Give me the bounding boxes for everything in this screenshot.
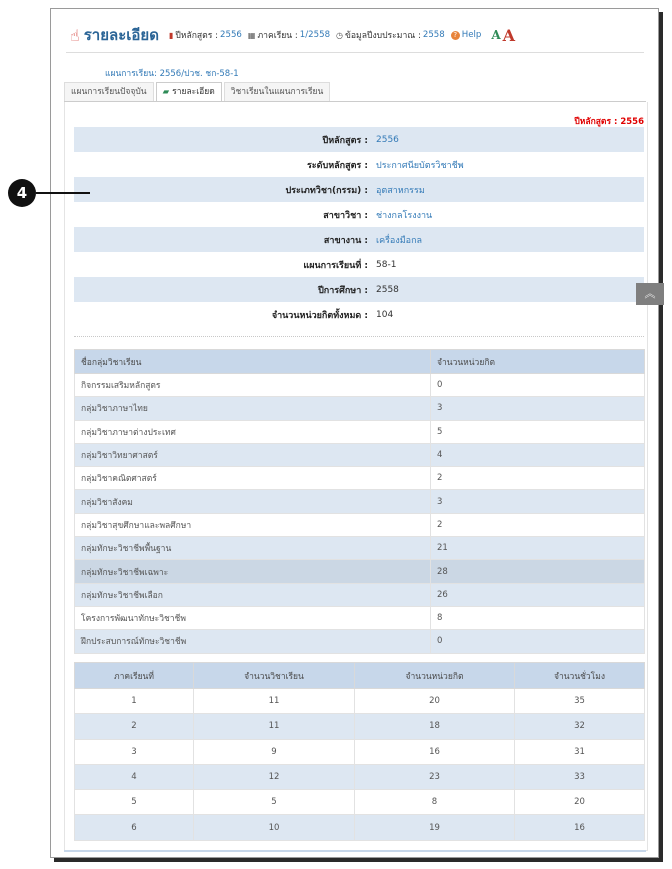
callout-number: 4 [8, 179, 36, 207]
table-cell: 6 [75, 815, 194, 840]
table-row [75, 374, 645, 397]
group-credits: 8 [431, 606, 645, 629]
group-credits: 2 [431, 513, 645, 536]
info-label: จำนวนหน่วยกิตทั้งหมด : [271, 310, 368, 321]
group-name: โครงการพัฒนาทักษะวิชาชีพ [75, 606, 431, 629]
calendar-icon: ▦ [247, 30, 256, 40]
group-credits: 0 [431, 630, 645, 653]
table-row [75, 513, 645, 536]
book-icon: ▮ [168, 30, 174, 40]
table-row [75, 583, 645, 606]
group-name: กลุ่มวิชาคณิตศาสตร์ [75, 467, 431, 490]
semester-label: ภาคเรียน : [257, 31, 298, 41]
callout-pointer-line [36, 192, 90, 194]
info-row [74, 127, 644, 152]
table-cell: 20 [355, 689, 515, 714]
info-label: สาขางาน : [323, 235, 368, 246]
budget-label: ข้อมูลปีงบประมาณ : [345, 31, 421, 41]
table-row [75, 739, 645, 764]
info-row [74, 202, 644, 227]
table-cell: 33 [515, 764, 645, 789]
info-list [74, 127, 644, 327]
tab-label: แผนการเรียนปัจจุบัน [71, 87, 147, 97]
table-row [75, 490, 645, 513]
double-chevron-up-icon: ︽ [644, 287, 656, 300]
header-divider [66, 52, 644, 53]
info-row [74, 152, 644, 177]
info-label: ประเภทวิชา(กรรม) : [285, 185, 368, 196]
table-cell: 20 [515, 790, 645, 815]
curriculum-year-value: 2556 [220, 30, 242, 40]
group-credits: 21 [431, 537, 645, 560]
info-row [74, 302, 644, 327]
info-label: สาขาวิชา : [323, 210, 368, 221]
clock-icon: ◷ [336, 30, 344, 40]
column-header: จำนวนหน่วยกิต [431, 350, 645, 374]
table-cell: 4 [75, 764, 194, 789]
info-row [74, 277, 644, 302]
table-cell: 8 [355, 790, 515, 815]
info-label: ระดับหลักสูตร : [306, 160, 368, 171]
table-row [75, 630, 645, 653]
column-header: จำนวนวิชาเรียน [194, 663, 355, 689]
column-header: จำนวนหน่วยกิต [355, 663, 515, 689]
info-value: 2558 [376, 284, 399, 295]
table-cell: 19 [355, 815, 515, 840]
font-decrease-button[interactable]: A [491, 28, 501, 42]
group-credits: 0 [431, 374, 645, 397]
info-row [74, 227, 644, 252]
table-cell: 32 [515, 714, 645, 739]
table-row [75, 467, 645, 490]
group-name: กลุ่มวิชาภาษาไทย [75, 397, 431, 420]
group-name: กลุ่มวิชาสุขศึกษาและพลศึกษา [75, 513, 431, 536]
table-row [75, 606, 645, 629]
table-cell: 16 [515, 815, 645, 840]
budget-value: 2558 [422, 30, 445, 40]
page-header [70, 22, 640, 48]
thumbs-up-icon: ☝ [70, 25, 80, 45]
column-header: จำนวนชั่วโมง [515, 663, 645, 689]
table-row [75, 443, 645, 466]
group-credits: 28 [431, 560, 645, 583]
year-note: ปีหลักสูตร : 2556 [574, 117, 644, 127]
info-value: 2556 [376, 134, 399, 145]
info-label: ปีหลักสูตร : [322, 135, 368, 146]
table-cell: 12 [194, 764, 355, 789]
column-header: ภาคเรียนที่ [75, 663, 194, 689]
table-cell: 11 [194, 689, 355, 714]
table-cell: 2 [75, 714, 194, 739]
table-cell: 18 [355, 714, 515, 739]
table-row [75, 397, 645, 420]
semester-summary-table [74, 662, 645, 841]
table-cell: 11 [194, 714, 355, 739]
group-credits: 3 [431, 397, 645, 420]
table-cell: 5 [75, 790, 194, 815]
table-row [75, 764, 645, 789]
info-value: อุตสาหกรรม [376, 185, 425, 196]
tab-bar [64, 82, 332, 102]
page-title: รายละเอียด [83, 26, 159, 44]
plan-label: แผนการเรียน: 2556/ปวช. ชก-58-1 [105, 69, 239, 79]
tab-current-plan[interactable] [64, 82, 154, 102]
section-divider [74, 336, 644, 337]
info-row [74, 177, 644, 202]
panel-bottom-border [64, 850, 646, 852]
group-credits: 2 [431, 467, 645, 490]
subject-group-table [74, 349, 645, 654]
scroll-to-top-button[interactable] [636, 283, 664, 305]
table-row [75, 815, 645, 840]
group-name: กลุ่มทักษะวิชาชีพเลือก [75, 583, 431, 606]
group-credits: 3 [431, 490, 645, 513]
tab-plan-subjects[interactable] [224, 82, 331, 102]
table-cell: 1 [75, 689, 194, 714]
table-row [75, 714, 645, 739]
info-row [74, 252, 644, 277]
info-label: ปีการศึกษา : [318, 285, 368, 296]
table-row [75, 537, 645, 560]
table-header-row [75, 350, 645, 374]
info-value: ช่างกลโรงงาน [376, 210, 433, 221]
info-value: 104 [376, 309, 394, 320]
group-name: กลุ่มทักษะวิชาชีพพื้นฐาน [75, 537, 431, 560]
group-name: กิจกรรมเสริมหลักสูตร [75, 374, 431, 397]
group-name: กลุ่มวิชาสังคม [75, 490, 431, 513]
semester-value: 1/2558 [299, 30, 331, 40]
info-label: แผนการเรียนที่ : [303, 260, 368, 271]
table-header-row [75, 663, 645, 689]
info-value: 58-1 [376, 259, 397, 270]
group-credits: 5 [431, 420, 645, 443]
help-icon[interactable]: ? [451, 31, 460, 40]
group-credits: 26 [431, 583, 645, 606]
table-cell: 35 [515, 689, 645, 714]
table-cell: 3 [75, 739, 194, 764]
tab-label: วิชาเรียนในแผนการเรียน [230, 87, 324, 97]
tab-details[interactable] [156, 82, 222, 103]
curriculum-year-label: ปีหลักสูตร : [175, 31, 219, 41]
tab-label: รายละเอียด [172, 87, 215, 97]
table-cell: 23 [355, 764, 515, 789]
group-name: กลุ่มวิชาวิทยาศาสตร์ [75, 443, 431, 466]
column-header: ชื่อกลุ่มวิชาเรียน [75, 350, 431, 374]
table-row [75, 420, 645, 443]
font-increase-button[interactable]: A [502, 25, 516, 45]
table-cell: 9 [194, 739, 355, 764]
header-meta [167, 26, 515, 45]
group-name: ฝึกประสบการณ์ทักษะวิชาชีพ [75, 630, 431, 653]
help-link[interactable]: Help [461, 30, 482, 40]
info-value: เครื่องมือกล [376, 235, 423, 246]
group-name: กลุ่มวิชาภาษาต่างประเทศ [75, 420, 431, 443]
info-value: ประกาศนียบัตรวิชาชีพ [376, 160, 464, 171]
table-cell: 10 [194, 815, 355, 840]
table-row [75, 790, 645, 815]
table-cell: 5 [194, 790, 355, 815]
bookmark-icon: ▰ [162, 87, 170, 97]
table-row [75, 689, 645, 714]
table-cell: 31 [515, 739, 645, 764]
table-cell: 16 [355, 739, 515, 764]
group-credits: 4 [431, 443, 645, 466]
table-row [75, 560, 645, 583]
group-name: กลุ่มทักษะวิชาชีพเฉพาะ [75, 560, 431, 583]
